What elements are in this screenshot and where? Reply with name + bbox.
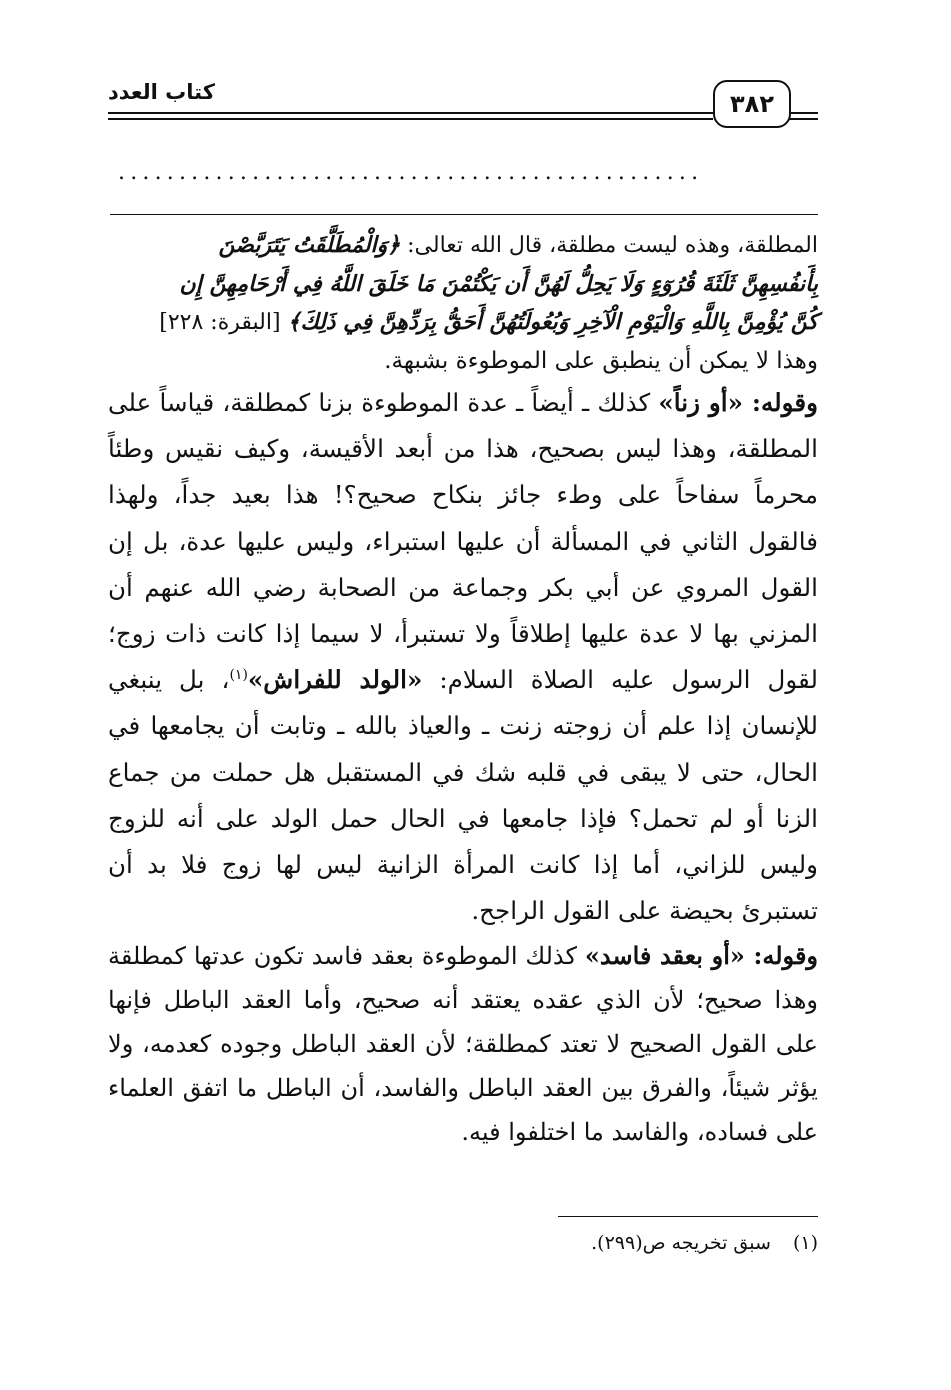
- verse-line-1: [108, 226, 818, 265]
- page-number: ٣٨٢: [730, 90, 774, 118]
- section-rule: [110, 214, 818, 215]
- paragraph-1: [108, 380, 818, 934]
- header-rule-right-top: [787, 112, 818, 114]
- verse-line-4: وهذا لا يمكن أن ينطبق على الموطوءة بشبهة.: [384, 348, 818, 374]
- verse-reference: [البقرة: ٢٢٨]: [159, 310, 288, 335]
- paragraph-1-lead: وقوله:: [742, 388, 818, 417]
- paragraph-2-quote: «أو بعقد فاسد»: [584, 941, 745, 971]
- hadith-quote: «الولد للفراش»: [247, 665, 423, 695]
- quran-verse-start: ﴿وَالْمُطَلَّقَتُ يَتَرَبَّصْنَ: [218, 232, 401, 258]
- verse-block: [108, 226, 818, 380]
- paragraph-2: [108, 934, 818, 1154]
- paragraph-1-text-a: كذلك ـ أيضاً ـ عدة الموطوءة بزنا كمطلقة، قياساً على المطلقة، وهذا ليس بصحيح، هذا من أبعد الأقيسة، وكيف نقيس وطئاً محرماً سفاحاً على وطء جائز بنكاح صحيح؟! هذا بعيد جداً، ولهذا فالقول الثاني في المسألة أن عليها استبراء، وليس عليها عدة، بل إن القول المروي عن أبي بكر وجماعة من الصحابة رضي الله عنهم أن المزني بها لا عدة عليها إطلاقاً ولا تستبرأ، لا سيما إذا كانت ذات زوج؛ لقول الرسول عليه الصلاة السلام:: [108, 388, 818, 695]
- paragraph-1-quote: «أو زناً»: [658, 388, 743, 417]
- intro-text: المطلقة، وهذه ليست مطلقة، قال الله تعالى:: [400, 233, 818, 258]
- paragraph-1-text-b: ، بل ينبغي للإنسان إذا علم أن زوجته زنت ـ والعياذ بالله ـ وتابت أن يجامعها في الحال، حتى لا يبقى في قلبه شك في المستقبل هل حملت من جماع الزنا أو لم تحمل؟ فإذا جامعها في الحال حمل الولد على أنه للزوج وليس للزاني، أما إذا كانت المرأة الزانية ليس لها زوج فلا بد أن تستبرئ بحيضة على القول الراجح.: [108, 665, 818, 926]
- header-rule-right-bottom: [787, 118, 818, 120]
- paragraph-2-lead: وقوله:: [744, 941, 819, 971]
- header-rule-bottom: [108, 118, 713, 120]
- footnote-number: (١): [792, 1232, 818, 1254]
- header-rule-top: [108, 112, 713, 114]
- quran-verse-end: كُنَّ يُؤْمِنَّ بِاللَّهِ وَالْيَوْمِ الْآخِرِ وَبُعُولَتُهُنَّ أَحَقُّ بِرَدِّهِنَّ فِي ذَلِكَ﴾: [287, 309, 818, 335]
- footnote: [420, 1232, 818, 1254]
- running-head-title: كتاب العدد: [108, 80, 215, 104]
- quran-verse-line-2: بِأَنفُسِهِنَّ ثَلَثَةَ قُرُوٓءٍ وَلَا يَحِلُّ لَهُنَّ أَن يَكْتُمْنَ مَا خَلَقَ اللَّهُ فِي أَرْحَامِهِنَّ إِن: [179, 271, 818, 297]
- paragraph-2-text: كذلك الموطوءة بعقد فاسد تكون عدتها كمطلقة وهذا صحيح؛ لأن الذي عقده يعتقد أنه صحيح، وأما العقد الباطل فإنها على القول الصحيح لا تعتد كمطلقة؛ لأن العقد الباطل وجوده كعدمه، ولا يؤثر شيئاً، والفرق بين العقد الباطل والفاسد، أن الباطل ما اتفق العلماء على فساده، والفاسد ما اختلفوا فيه.: [108, 942, 819, 1147]
- footnote-text: سبق تخريجه ص(٢٩٩).: [591, 1232, 771, 1254]
- verse-line-3: [108, 303, 818, 342]
- dotted-separator: ................................................: [118, 160, 704, 185]
- main-text: [108, 226, 818, 1154]
- page-number-box: [713, 80, 791, 128]
- footnote-marker: (١): [229, 667, 248, 684]
- footnote-rule: [558, 1216, 818, 1217]
